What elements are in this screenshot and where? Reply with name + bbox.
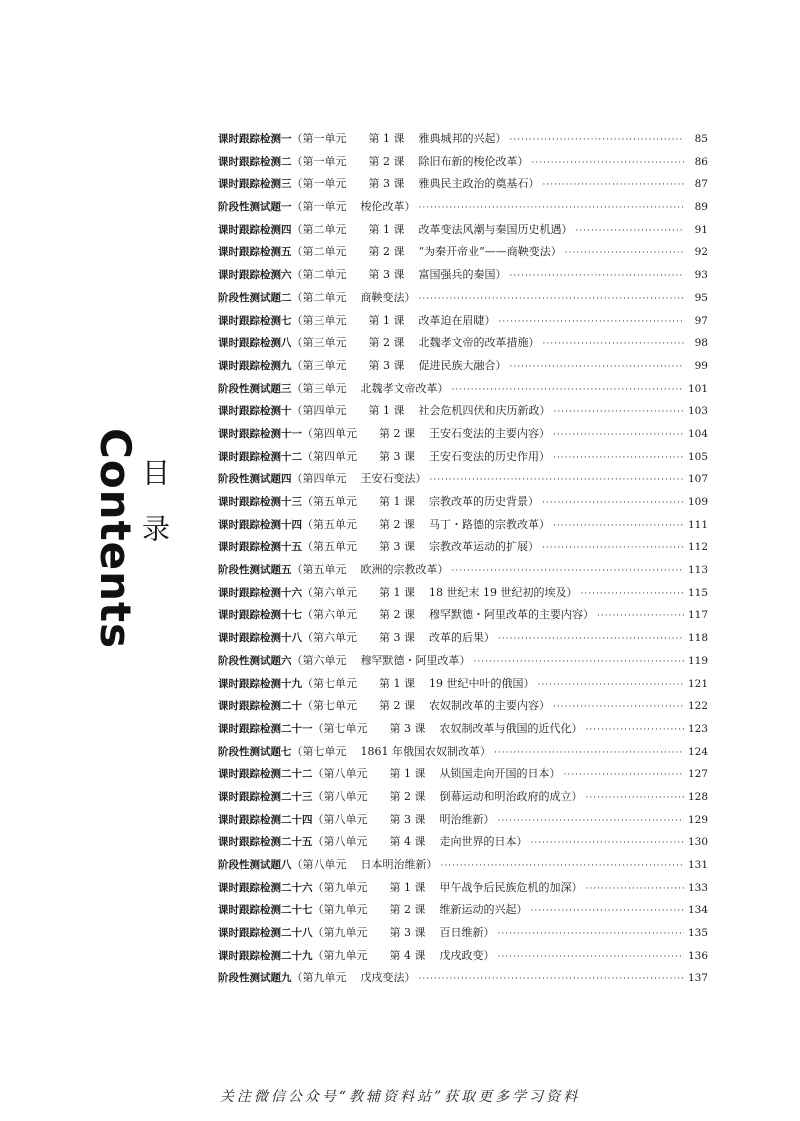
toc-entry-label: 课时跟踪检测二十	[218, 700, 302, 713]
toc-entry-lesson: 第 1 课	[389, 767, 426, 781]
toc-dot-leader	[565, 248, 684, 258]
toc-entry-topic: 改革迫在眉睫）	[418, 313, 496, 327]
toc-entry[interactable]	[218, 312, 708, 335]
toc-entry[interactable]	[218, 652, 708, 675]
toc-entry-label: 阶段性测试题八	[218, 859, 292, 871]
toc-entry-unit: （第一单元	[291, 200, 347, 214]
toc-dot-leader	[494, 748, 684, 758]
toc-page-number: 97	[694, 314, 708, 327]
toc-entry-topic: 北魏孝文帝改革）	[360, 381, 449, 395]
toc-entry-label: 课时跟踪检测九	[218, 359, 292, 372]
toc-entry-lesson: 第 1 课	[379, 585, 415, 599]
toc-entry[interactable]	[218, 289, 708, 312]
toc-entry-unit: （第六单元	[302, 631, 357, 645]
toc-entry[interactable]	[218, 448, 708, 471]
toc-dot-leader	[586, 884, 684, 894]
toc-dot-leader	[430, 475, 684, 485]
toc-entry-unit: （第八单元	[312, 767, 368, 781]
toc-entry[interactable]	[218, 538, 708, 561]
toc-entry-label: 课时跟踪检测四	[218, 223, 292, 236]
toc-entry-label: 阶段性测试题一	[218, 201, 292, 214]
toc-entry[interactable]	[218, 266, 708, 289]
toc-entry-lesson: 第 3 课	[389, 721, 426, 735]
toc-dot-leader	[597, 611, 684, 621]
toc-entry-label: 课时跟踪检测十五	[218, 541, 302, 554]
toc-entry-label: 课时跟踪检测十九	[218, 677, 302, 690]
toc-entry-lesson: 第 4 课	[389, 835, 426, 849]
toc-dot-leader	[419, 203, 685, 213]
toc-entry[interactable]	[218, 720, 708, 743]
toc-dot-leader	[419, 294, 685, 304]
toc-entry-label: 课时跟踪检测五	[218, 246, 292, 259]
toc-entry[interactable]	[218, 879, 708, 902]
toc-entry[interactable]	[218, 198, 708, 221]
toc-entry-topic: 欧洲的宗教改革）	[360, 563, 449, 577]
toc-entry-unit: （第五单元	[302, 540, 357, 554]
toc-entry-label: 课时跟踪检测十二	[218, 450, 302, 463]
toc-entry-unit: （第三单元	[291, 336, 347, 350]
toc-entry-topic: 改革变法风潮与秦国历史机遇）	[418, 222, 573, 236]
toc-entry-lesson: 第 2 课	[389, 903, 426, 917]
toc-entry[interactable]	[218, 788, 708, 811]
toc-entry[interactable]	[218, 629, 708, 652]
toc-entry[interactable]	[218, 130, 708, 153]
toc-entry-lesson: 第 3 课	[368, 358, 405, 372]
toc-entry-topic: 农奴制改革与俄国的近代化）	[439, 721, 583, 735]
toc-dot-leader	[532, 158, 685, 168]
toc-dot-leader	[580, 589, 683, 599]
toc-page-number: 107	[687, 473, 708, 486]
toc-entry-unit: （第五单元	[291, 563, 347, 577]
footer-note: 关注微信公众号“教辅资料站”获取更多学习资料	[219, 1089, 581, 1105]
toc-entry-topic: 1861 年俄国农奴制改革）	[360, 744, 491, 758]
toc-entry-unit: （第四单元	[291, 472, 347, 486]
toc-entry-topic: 明治维新）	[439, 812, 495, 826]
toc-entry[interactable]	[218, 901, 708, 924]
toc-entry-lesson: 第 3 课	[379, 540, 415, 554]
toc-page-number: 134	[687, 904, 708, 917]
toc-entry[interactable]	[218, 153, 708, 176]
toc-entry-label: 阶段性测试题二	[218, 291, 292, 304]
toc-entry-unit: （第四单元	[291, 404, 347, 418]
toc-entry-label: 课时跟踪检测十一	[218, 427, 302, 440]
toc-entry-topic: 宗教改革的历史背景）	[429, 495, 539, 508]
toc-dot-leader	[586, 725, 684, 735]
toc-entry[interactable]	[218, 606, 708, 629]
toc-entry-lesson: 第 3 课	[389, 926, 426, 940]
toc-page-number: 112	[687, 541, 708, 554]
toc-entry[interactable]	[218, 856, 708, 879]
toc-entry-topic: 社会危机四伏和庆历新政）	[418, 404, 551, 418]
toc-dot-leader	[531, 906, 684, 916]
toc-entry-label: 阶段性测试题三	[218, 382, 292, 395]
toc-entry-unit: （第二单元	[291, 245, 347, 259]
toc-page-number: 89	[694, 201, 708, 214]
toc-entry-lesson: 第 3 课	[368, 177, 405, 191]
toc-entry[interactable]	[218, 969, 708, 992]
toc-dot-leader	[576, 226, 685, 236]
toc-entry-topic: 除旧布新的梭伦改革）	[418, 154, 529, 168]
toc-entry-topic: 甲午战争后民族危机的加深）	[439, 880, 583, 894]
toc-entry[interactable]	[218, 425, 708, 448]
toc-page-number: 130	[687, 836, 708, 849]
toc-page-number: 103	[687, 405, 708, 418]
toc-entry[interactable]	[218, 833, 708, 856]
toc-entry-unit: （第八单元	[291, 858, 347, 871]
toc-entry-label: 课时跟踪检测二十二	[218, 768, 313, 781]
toc-entry-topic: 王安石变法的主要内容）	[429, 426, 550, 440]
toc-entry-topic: 雅典民主政治的奠基石）	[418, 177, 540, 191]
toc-entry-unit: （第三单元	[291, 313, 347, 327]
toc-entry-label: 课时跟踪检测六	[218, 269, 292, 282]
toc-entry-unit: （第八单元	[312, 812, 368, 826]
toc-entry-lesson: 第 1 课	[379, 676, 415, 690]
toc-entry-unit: （第三单元	[291, 381, 347, 395]
toc-page-number: 85	[694, 133, 708, 145]
toc-entry[interactable]	[218, 697, 708, 720]
toc-dot-leader	[510, 362, 685, 372]
toc-dot-leader	[510, 135, 685, 145]
toc-entry-topic: 穆罕默德・阿里改革的主要内容）	[429, 608, 594, 622]
toc-page-number: 121	[687, 677, 708, 690]
toc-entry-unit: （第七单元	[291, 744, 347, 758]
toc-entry-unit: （第七单元	[302, 699, 357, 713]
toc-entry-label: 课时跟踪检测二十五	[218, 836, 313, 849]
toc-entry-label: 课时跟踪检测十八	[218, 632, 302, 645]
toc-entry[interactable]	[218, 470, 708, 493]
toc-entry-unit: （第八单元	[312, 789, 368, 803]
toc-entry[interactable]	[218, 811, 708, 834]
toc-entry-topic: 18 世纪末 19 世纪初的埃及）	[429, 585, 578, 599]
toc-entry-unit: （第六单元	[302, 585, 357, 599]
toc-entry-label: 阶段性测试题五	[218, 564, 292, 577]
toc-entry-lesson: 第 2 课	[379, 426, 415, 440]
toc-entry[interactable]	[218, 584, 708, 607]
toc-dot-leader	[542, 543, 684, 553]
toc-entry-lesson: 第 3 课	[379, 631, 415, 645]
toc-entry-label: 阶段性测试题四	[218, 473, 292, 486]
toc-page-number: 101	[687, 382, 708, 395]
toc-entry-unit: （第四单元	[302, 449, 357, 463]
toc-entry-topic: 马丁・路德的宗教改革）	[429, 517, 550, 531]
toc-entry-label: 课时跟踪检测二十一	[218, 722, 313, 735]
toc-entry-topic: 从锁国走向开国的日本）	[439, 767, 561, 781]
toc-entry-label: 课时跟踪检测一	[218, 133, 292, 145]
toc-entry-label: 阶段性测试题七	[218, 745, 292, 758]
toc-entry-label: 课时跟踪检测十六	[218, 586, 302, 599]
toc-dot-leader	[498, 929, 684, 939]
toc-page-number: 95	[694, 291, 708, 304]
toc-entry-unit: （第八单元	[312, 835, 368, 849]
toc-entry-lesson: 第 2 课	[389, 789, 426, 803]
toc-entry[interactable]	[218, 221, 708, 244]
toc-entry-unit: （第四单元	[302, 426, 357, 440]
toc-entry-topic: 倒幕运动和明治政府的成立）	[439, 789, 583, 803]
toc-entry[interactable]	[218, 924, 708, 947]
toc-page-number: 131	[687, 859, 708, 871]
toc-page-number: 93	[694, 269, 708, 282]
toc-dot-leader	[564, 770, 684, 780]
toc-entry-label: 课时跟踪检测三	[218, 178, 292, 191]
toc-dot-leader	[538, 680, 684, 690]
toc-entry[interactable]	[218, 357, 708, 380]
toc-entry-unit: （第九单元	[312, 903, 368, 917]
toc-entry-label: 课时跟踪检测二十三	[218, 790, 313, 803]
toc-entry-unit: （第一单元	[291, 154, 347, 168]
toc-entry-label: 阶段性测试题九	[218, 972, 292, 985]
toc-entry-unit: （第七单元	[302, 676, 357, 690]
toc-entry-lesson: 第 1 课	[379, 495, 415, 508]
toc-entry-topic: 梭伦改革）	[360, 200, 416, 214]
toc-entry[interactable]	[218, 334, 708, 357]
toc-page-number: 137	[687, 972, 708, 985]
toc-entry-unit: （第七单元	[312, 721, 368, 735]
toc-dot-leader	[553, 453, 684, 463]
toc-page-number: 115	[687, 586, 708, 599]
toc-entry-topic: 日本明治维新）	[360, 858, 438, 871]
chinese-toc-heading: 目录	[138, 458, 171, 570]
contents-heading: Contents	[91, 428, 140, 650]
toc-entry-label: 课时跟踪检测十三	[218, 496, 302, 508]
toc-entry-lesson: 第 1 课	[389, 880, 426, 894]
toc-entry-topic: 农奴制改革的主要内容）	[429, 699, 550, 713]
toc-dot-leader	[543, 339, 685, 349]
toc-dot-leader	[586, 793, 684, 803]
toc-entry-label: 课时跟踪检测二十四	[218, 813, 313, 826]
toc-page-number: 109	[687, 496, 708, 508]
toc-entry[interactable]	[218, 175, 708, 198]
toc-entry-lesson: 第 1 课	[368, 222, 405, 236]
toc-entry-label: 课时跟踪检测十	[218, 405, 292, 418]
toc-entry[interactable]	[218, 561, 708, 584]
toc-entry-label: 课时跟踪检测十七	[218, 609, 302, 622]
toc-dot-leader	[499, 317, 685, 327]
toc-dot-leader	[419, 974, 684, 984]
toc-entry-lesson: 第 4 课	[389, 948, 426, 962]
toc-entry-topic: 北魏孝文帝的改革措施）	[418, 336, 540, 350]
toc-page-number: 105	[687, 450, 708, 463]
toc-dot-leader	[441, 861, 684, 871]
toc-entry-lesson: 第 2 课	[368, 336, 405, 350]
toc-page-number: 117	[687, 609, 708, 622]
toc-page-number: 119	[687, 654, 708, 667]
toc-page-number: 98	[694, 337, 708, 350]
toc-page-number: 111	[687, 518, 708, 531]
toc-page-number: 91	[694, 223, 708, 236]
toc-page-number: 123	[687, 722, 708, 735]
toc-entry-label: 阶段性测试题六	[218, 654, 292, 667]
toc-dot-leader	[452, 566, 684, 576]
toc-page-number: 87	[694, 178, 708, 191]
toc-page-number: 86	[694, 155, 708, 168]
toc-entry-label: 课时跟踪检测二十九	[218, 949, 313, 962]
toc-page-number: 99	[694, 359, 708, 372]
toc-page-number: 128	[687, 790, 708, 803]
toc-entry-label: 课时跟踪检测二	[218, 155, 292, 168]
toc-page-number: 124	[687, 745, 708, 758]
toc-entry-unit: （第三单元	[291, 358, 347, 372]
toc-dot-leader	[498, 634, 684, 644]
toc-entry[interactable]	[218, 402, 708, 425]
toc-dot-leader	[554, 407, 684, 417]
toc-entry[interactable]	[218, 675, 708, 698]
toc-entry-unit: （第一单元	[291, 132, 347, 145]
toc-entry-label: 课时跟踪检测十四	[218, 518, 302, 531]
toc-entry-topic: 促进民族大融合）	[418, 358, 507, 372]
toc-entry-unit: （第五单元	[302, 495, 357, 508]
toc-page-number: 118	[687, 632, 708, 645]
toc-entry-topic: 王安石变法的历史作用）	[429, 449, 550, 463]
toc-dot-leader	[531, 838, 684, 848]
toc-page-number: 113	[687, 564, 708, 577]
toc-entry-unit: （第六单元	[291, 653, 347, 667]
toc-entry-topic: 改革的后果）	[429, 631, 495, 645]
toc-dot-leader	[452, 385, 684, 395]
toc-entry-label: 课时跟踪检测二十七	[218, 904, 313, 917]
toc-entry-topic: 百日维新）	[439, 926, 495, 940]
toc-entry-lesson: 第 1 课	[368, 132, 405, 145]
toc-heading	[91, 428, 175, 650]
toc-dot-leader	[498, 952, 684, 962]
toc-entry-unit: （第九单元	[312, 948, 368, 962]
toc-entry-lesson: 第 1 课	[368, 313, 405, 327]
toc-entry-topic: 雅典城邦的兴起）	[418, 132, 507, 145]
toc-entry-topic: “为秦开帝业”——商鞅变法）	[418, 245, 562, 259]
toc-entry[interactable]	[218, 765, 708, 788]
toc-dot-leader	[553, 521, 684, 531]
toc-page-number: 122	[687, 700, 708, 713]
toc-entry-lesson: 第 2 课	[379, 699, 415, 713]
toc-entry-unit: （第六单元	[302, 608, 357, 622]
toc-page-number: 135	[687, 927, 708, 940]
toc-entry[interactable]	[218, 743, 708, 766]
toc-entry-topic: 戊戌政变）	[439, 948, 495, 962]
toc-entry-lesson: 第 1 课	[368, 404, 405, 418]
toc-entry-topic: 维新运动的兴起）	[439, 903, 528, 917]
toc-entry-lesson: 第 3 课	[379, 449, 415, 463]
toc-entry-unit: （第一单元	[291, 177, 347, 191]
toc-entry-lesson: 第 3 课	[368, 268, 405, 282]
toc-list	[218, 130, 708, 992]
toc-entry-unit: （第九单元	[291, 971, 347, 985]
toc-entry-lesson: 第 3 课	[389, 812, 426, 826]
toc-dot-leader	[543, 180, 685, 190]
toc-entry-topic: 穆罕默德・阿里改革）	[360, 653, 471, 667]
toc-page-number: 92	[694, 246, 708, 259]
toc-entry-lesson: 第 2 课	[379, 517, 415, 531]
toc-entry-topic: 走向世界的日本）	[439, 835, 528, 849]
toc-entry-topic: 戊戌变法）	[360, 971, 416, 985]
toc-page-number: 129	[687, 813, 708, 826]
toc-entry-topic: 富国强兵的秦国）	[418, 268, 507, 282]
toc-entry[interactable]	[218, 380, 708, 403]
toc-page-number: 133	[687, 881, 708, 894]
toc-entry-unit: （第五单元	[302, 517, 357, 531]
toc-entry-label: 课时跟踪检测二十六	[218, 881, 313, 894]
toc-entry-lesson: 第 2 课	[368, 245, 405, 259]
toc-dot-leader	[542, 498, 684, 508]
toc-entry-unit: （第九单元	[312, 926, 368, 940]
toc-entry-unit: （第二单元	[291, 222, 347, 236]
toc-dot-leader	[474, 657, 684, 667]
toc-entry-lesson: 第 2 课	[368, 154, 405, 168]
toc-entry-label: 课时跟踪检测二十八	[218, 927, 313, 940]
toc-entry-label: 课时跟踪检测七	[218, 314, 292, 327]
toc-entry-label: 课时跟踪检测八	[218, 337, 292, 350]
toc-entry-topic: 王安石变法）	[360, 472, 427, 486]
toc-entry-topic: 19 世纪中叶的俄国）	[429, 676, 535, 690]
toc-dot-leader	[498, 816, 684, 826]
toc-page-number: 104	[687, 427, 708, 440]
toc-entry-topic: 商鞅变法）	[360, 290, 416, 304]
toc-entry-unit: （第二单元	[291, 290, 347, 304]
toc-entry-lesson: 第 2 课	[379, 608, 415, 622]
toc-entry[interactable]	[218, 947, 708, 970]
toc-page-number: 136	[687, 949, 708, 962]
toc-dot-leader	[510, 271, 685, 281]
toc-entry[interactable]	[218, 516, 708, 539]
toc-entry[interactable]	[218, 493, 708, 516]
toc-dot-leader	[553, 702, 684, 712]
toc-entry-unit: （第二单元	[291, 268, 347, 282]
toc-entry-topic: 宗教改革运动的扩展）	[429, 540, 539, 554]
toc-dot-leader	[553, 430, 684, 440]
toc-entry-unit: （第九单元	[312, 880, 368, 894]
toc-page-number: 127	[687, 768, 708, 781]
toc-entry[interactable]	[218, 243, 708, 266]
